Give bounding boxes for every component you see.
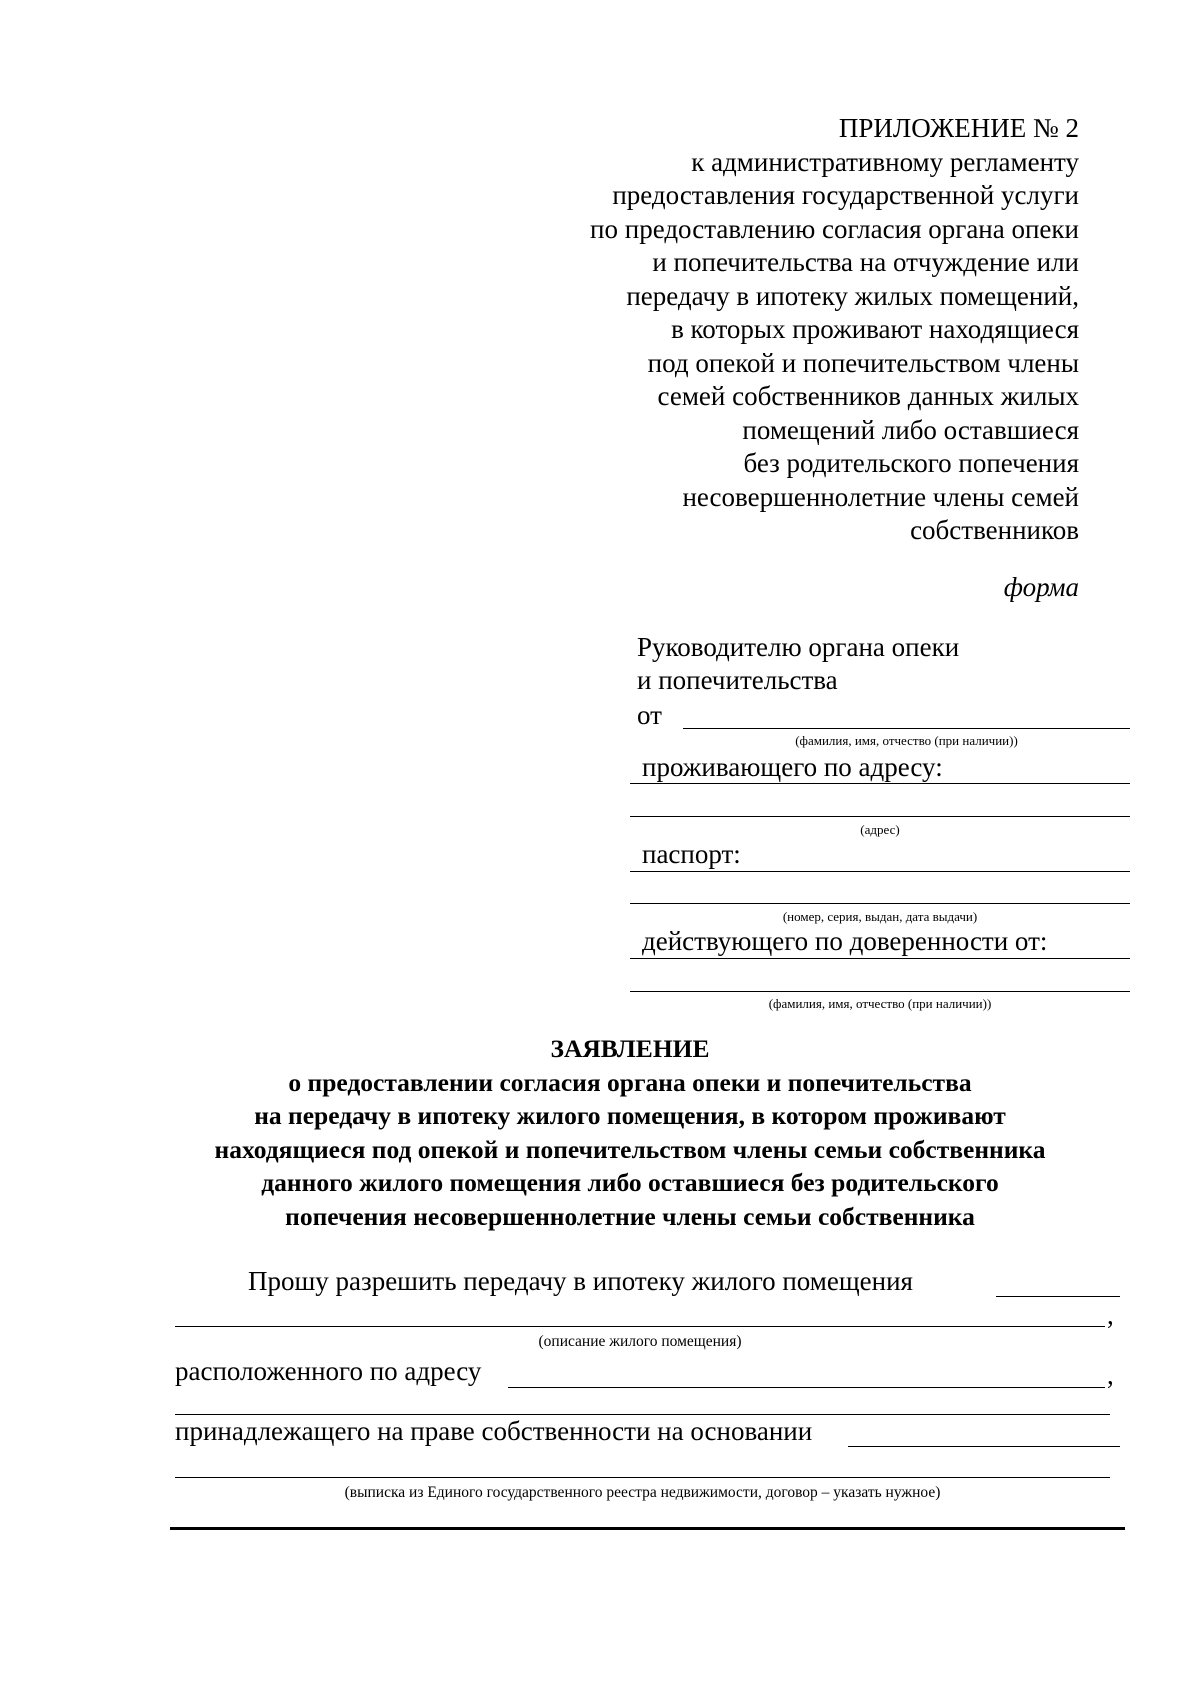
addressee-line2: и попечительства <box>637 665 838 695</box>
from-label: от <box>637 700 662 730</box>
statement-heading: ЗАЯВЛЕНИЕ <box>550 1034 710 1063</box>
passport-field[interactable] <box>630 903 1130 904</box>
request-field-start[interactable] <box>996 1296 1120 1297</box>
appendix-line: собственников <box>910 515 1079 545</box>
proxy-hint: (фамилия, имя, отчество (при наличии)) <box>768 996 992 1011</box>
appendix-line: и попечительства на отчуждение или <box>652 247 1079 277</box>
statement-subtitle-line: на передачу в ипотеку жилого помещения, в котором проживают <box>254 1101 1006 1130</box>
appendix-line: передачу в ипотеку жилых помещений, <box>626 280 1079 311</box>
description-field[interactable] <box>175 1326 1105 1327</box>
appendix-header <box>519 112 1079 548</box>
passport-hint: (номер, серия, выдан, дата выдачи) <box>782 909 978 924</box>
appendix-line: под опекой и попечительством члены <box>647 347 1079 378</box>
proxy-underline <box>630 958 1130 959</box>
proxy-label: действующего по доверенности от: <box>642 926 1048 956</box>
located-field-continued[interactable] <box>175 1414 1110 1415</box>
address-field[interactable] <box>630 816 1130 817</box>
passport-label: паспорт: <box>642 839 741 869</box>
appendix-line: по предоставлению согласия органа опеки <box>590 213 1079 244</box>
statement-subtitle-line: о предоставлении согласия органа опеки и попечительства <box>288 1067 972 1097</box>
passport-underline <box>630 871 1130 872</box>
appendix-line: несовершеннолетние члены семей <box>682 481 1079 512</box>
basis-hint: (выписка из Единого государственного реестра недвижимости, договор – указать нужное) <box>344 1484 941 1501</box>
owned-field[interactable] <box>848 1446 1120 1447</box>
basis-field[interactable] <box>175 1477 1110 1478</box>
appendix-line: помещений либо оставшиеся <box>742 414 1079 445</box>
residing-underline <box>630 783 1130 784</box>
located-field[interactable] <box>508 1387 1105 1388</box>
bottom-rule <box>170 1527 1125 1530</box>
statement-title <box>150 1032 1110 1233</box>
appendix-line: предоставления государственной услуги <box>612 180 1079 210</box>
appendix-line: без родительского попечения <box>743 448 1079 478</box>
address-hint: (адрес) <box>860 822 900 837</box>
description-hint: (описание жилого помещения) <box>538 1333 742 1350</box>
statement-subtitle-line: находящиеся под опекой и попечительством члены семьи собственника <box>214 1134 1046 1164</box>
description-comma: , <box>1107 1300 1114 1330</box>
request-text: Прошу разрешить передачу в ипотеку жилого помещения <box>248 1266 913 1296</box>
statement-subtitle-line: данного жилого помещения либо оставшиеся без родительского <box>261 1168 999 1197</box>
located-label: расположенного по адресу <box>175 1356 482 1386</box>
appendix-line: к административному регламенту <box>691 146 1079 177</box>
owned-label: принадлежащего на праве собственности на основании <box>175 1416 813 1446</box>
statement-subtitle-line: попечения несовершеннолетние члены семьи собственника <box>285 1201 975 1231</box>
from-name-field[interactable] <box>683 728 1130 729</box>
from-hint: (фамилия, имя, отчество (при наличии)) <box>795 733 1018 748</box>
appendix-line: в которых проживают находящиеся <box>671 314 1079 344</box>
proxy-field[interactable] <box>630 991 1130 992</box>
appendix-line: семей собственников данных жилых <box>657 381 1079 411</box>
located-comma: , <box>1107 1360 1114 1390</box>
form-label: форма <box>1003 572 1079 602</box>
residing-label: проживающего по адресу: <box>642 752 943 782</box>
appendix-title: ПРИЛОЖЕНИЕ № 2 <box>838 113 1079 143</box>
addressee-line1: Руководителю органа опеки <box>637 632 960 662</box>
